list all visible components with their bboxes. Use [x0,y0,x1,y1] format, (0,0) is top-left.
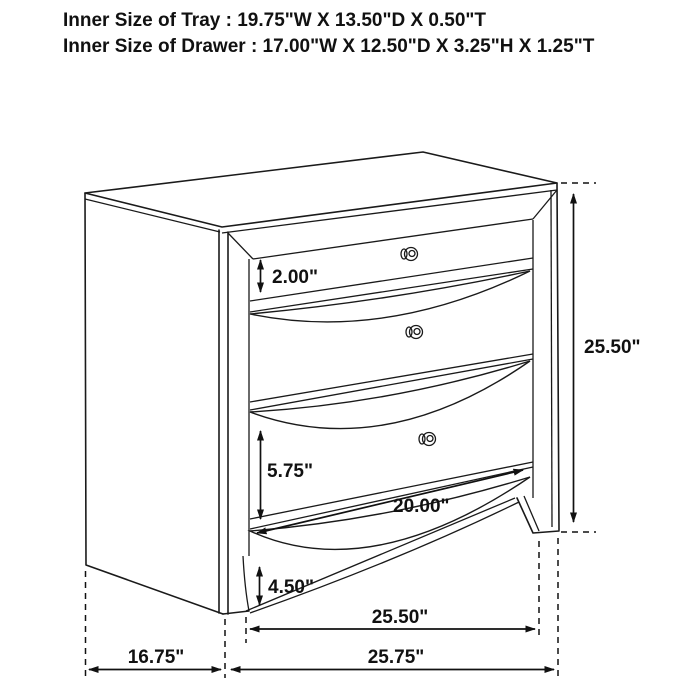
front-left-leg [223,556,249,614]
dim-overall-height-label: 25.50" [584,337,641,358]
dim-tray-front-height [261,260,319,292]
header-text [63,10,595,57]
dim-bottom-drawer-height [261,431,314,519]
tray-size-text: Inner Size of Tray : 19.75"W X 13.50"D X 0.50"T [63,10,487,31]
knob-bottom-drawer [419,433,436,446]
dim-depth-label: 16.75" [127,647,185,668]
dim-leg-span-label: 25.50" [371,607,429,628]
left-side-panel [85,193,228,614]
dim-width-label: 25.75" [367,647,425,668]
drawer-size-text: Inner Size of Drawer : 17.00"W X 12.50"D X 3.25"H X 1.25"T [63,36,595,57]
dim-overall-height [561,183,641,532]
drawer-gap-middle [250,354,533,429]
dim-bottom-drawer-label: 5.75" [267,461,313,482]
knob-middle-drawer [406,326,423,339]
top-face [85,152,557,233]
knob-top-drawer [401,248,418,261]
dim-base-label: 4.50" [268,577,314,598]
nightstand-outline [85,152,559,614]
dim-tray-front-label: 2.00" [272,267,318,288]
front-right-leg [517,496,559,533]
dim-side-depth [86,571,226,678]
dim-opening-label: 20.00" [393,496,450,517]
